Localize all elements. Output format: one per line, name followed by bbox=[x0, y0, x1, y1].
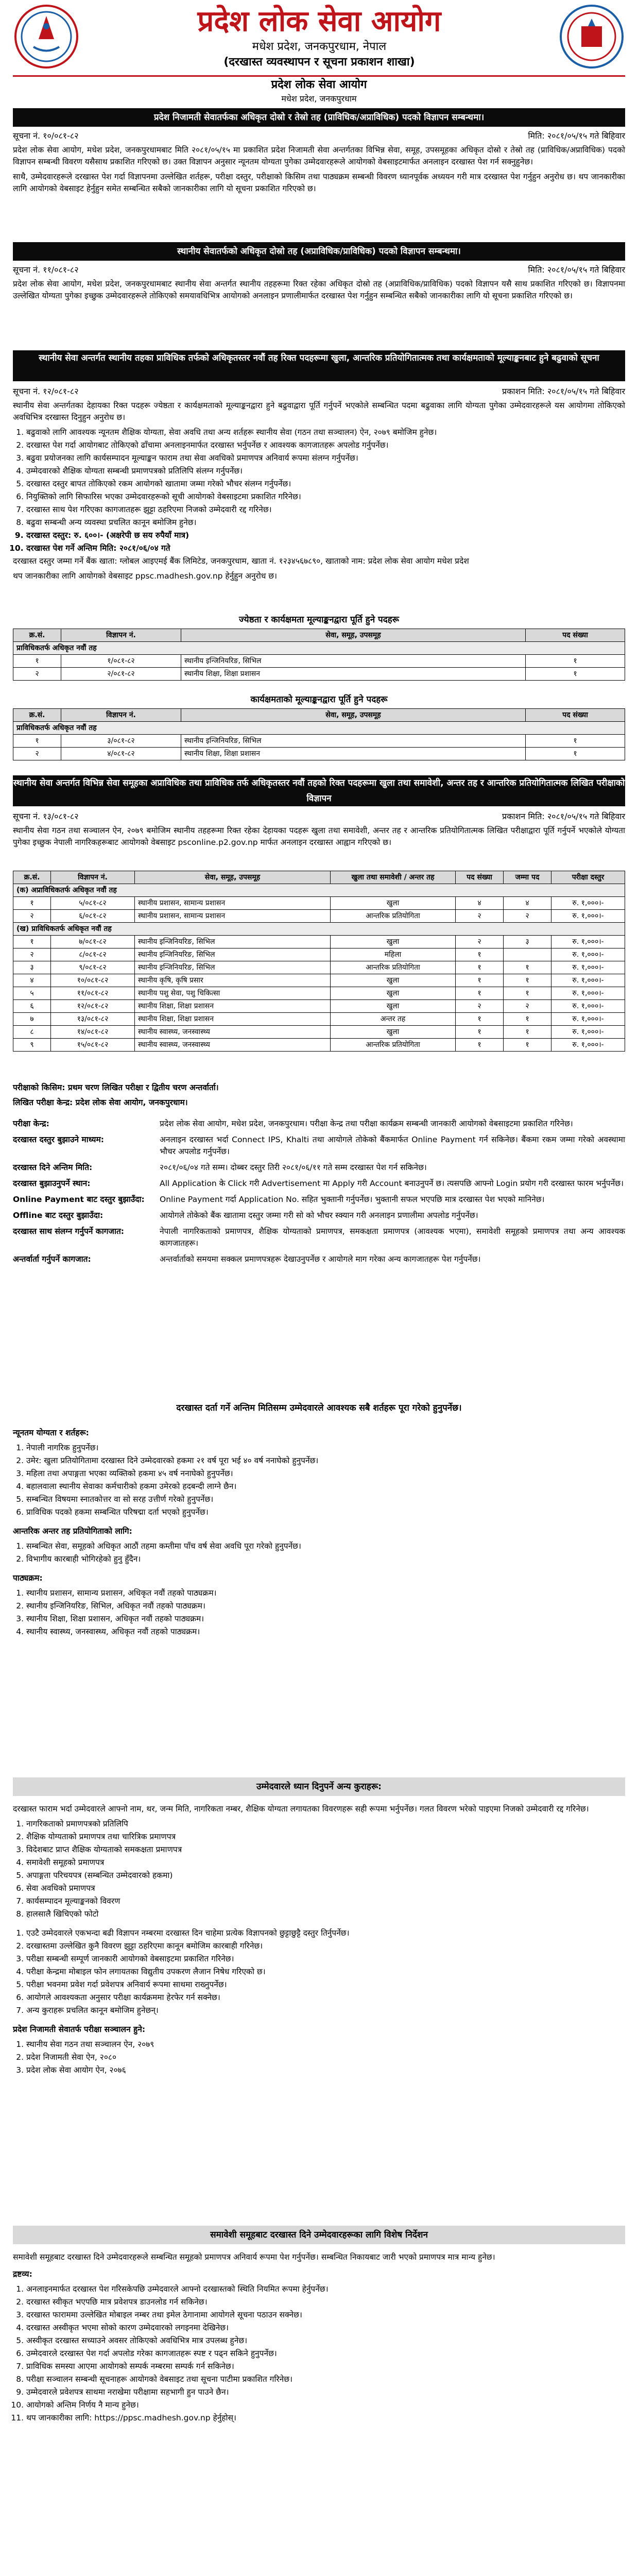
section-3-ref bbox=[13, 385, 625, 398]
sub-title: पाठ्यक्रम: bbox=[13, 1573, 43, 1583]
cell bbox=[504, 948, 551, 961]
list-item: 2. शैक्षिक योग्यताको प्रमाणपत्र तथा चारित्रिक प्रमाणपत्र bbox=[26, 1831, 625, 1843]
col-header: पद संख्या bbox=[526, 709, 625, 722]
nepal-emblem-icon bbox=[13, 3, 80, 70]
cell: स्थानीय शिक्षा, शिक्षा प्रशासन bbox=[135, 1000, 331, 1013]
cell: १ bbox=[526, 748, 625, 760]
commission-logo-icon bbox=[558, 3, 625, 70]
paragraph: समावेशी समूहबाट दरखास्त दिने उम्मेदवारहरूले सम्बन्धित समूहको प्रमाणपत्र अनिवार्य रूपमा पेश गर्नुपर्नेछ। सम्बन्धित निकायबाट जारी भएको प्रमाणपत्र मात्र मान्य हुनेछ। bbox=[13, 2252, 495, 2262]
cell: अन्तर तह bbox=[331, 1013, 456, 1026]
col-header: पद संख्या bbox=[526, 629, 625, 642]
detail-value: अनलाइन दरखास्त भर्दा Connect IPS, Khalti तथा आयोगले तोकेको बैंकमार्फत Online Payment गर्न सकिनेछ। बैंकमा रकम जम्मा गरेको अवस्थामा भौचर अपलोड गर्नुपर्नेछ। bbox=[160, 1135, 625, 1156]
header-divider bbox=[13, 75, 625, 77]
notice-number: सूचना नं. ११/०८१-८२ bbox=[13, 265, 79, 275]
list-item: 8. परीक्षा सञ्चालन सम्बन्धी सूचनाहरू आयोगको वेबसाइट तथा सूचना पाटीमा प्रकाशित गरिनेछ। bbox=[26, 2374, 625, 2385]
org-name: प्रदेश लोक सेवा आयोग bbox=[197, 5, 441, 38]
list-item: 7. अन्य कुराहरू प्रचलित कानून बमोजिम हुनेछन्। bbox=[26, 2005, 625, 2016]
section-4-intro bbox=[13, 825, 625, 852]
col-header: पद संख्या bbox=[456, 871, 504, 884]
cell: १ bbox=[456, 1013, 504, 1026]
section-3-band: स्थानीय सेवा अन्तर्गत स्थानीय तहका प्राविधिक तर्फको अधिकृतस्तर नवौं तह रिक्त पदहरूमा खुला, आन्तरिक प्रतियोगितात्मक तथा कार्यक्षमताको मूल्याङ्कनबाट हुने बढुवाको सूचना bbox=[13, 350, 625, 381]
paragraph: स्थानीय सेवा अन्तर्गतका देहायका रिक्त पदहरू ज्येष्ठता र कार्यक्षमताको मूल्याङ्कनद्वारा हुने बढुवाद्वारा पूर्ति गर्नुपर्ने भएकोले सम्बन्धित पदमा बढुवाका लागि योग्यता पुगेका उम्मेदवारहरूले यस आयोगमा तोकिएको अवधिभित्र दरखास्त दिनुहुन अनुरोध छ। bbox=[13, 401, 625, 422]
sub-title: प्रदेश निजामती सेवातर्फ परीक्षा सञ्चालन हुने: bbox=[13, 2025, 146, 2034]
list-item: 5. सम्बन्धित विषयमा स्नातकोत्तर वा सो सरह उत्तीर्ण गरेको हुनुपर्नेछ। bbox=[26, 1494, 625, 1505]
cell: ६ bbox=[13, 1000, 51, 1013]
col-header: जम्मा पद bbox=[504, 871, 551, 884]
cell: १०/०८१-८२ bbox=[51, 974, 135, 987]
cell: १ bbox=[13, 655, 61, 668]
detail-label: दरखास्त साथ संलग्न गर्नुपर्ने कागजात: bbox=[13, 1227, 124, 1236]
col-header: खुला तथा समावेशी / अन्तर तह bbox=[331, 871, 456, 884]
list-item: 1. स्थानीय सेवा गठन तथा सञ्चालन ऐन, २०७९ bbox=[26, 2039, 625, 2050]
warning-note: दरखास्त दर्ता गर्ने अन्तिम मितिसम्म उम्मेदवारले आवश्यक सबै शर्तहरू पूरा गरेको हुनुपर्नेछ। bbox=[176, 1403, 462, 1413]
website-link[interactable]: 11. थप जानकारीका लागि: https://ppsc.madhesh.gov.np हेर्नुहोस्। bbox=[26, 2412, 625, 2424]
notes-list bbox=[13, 1927, 625, 2016]
list-item: 1. नेपाली नागरिक हुनुपर्नेछ। bbox=[26, 1442, 625, 1454]
cell: १ bbox=[504, 1039, 551, 1052]
cell: १ bbox=[456, 1026, 504, 1039]
section-2-body bbox=[13, 278, 625, 305]
list-item: 3. प्रदेश लोक सेवा आयोग ऐन, २०७६ bbox=[26, 2064, 625, 2076]
cell: ४ bbox=[13, 974, 51, 987]
detail-row bbox=[13, 1194, 625, 1206]
list-item: 7. कार्यसम्पादन मूल्याङ्कनको विवरण bbox=[26, 1895, 625, 1907]
list-item: 4. स्थानीय स्वास्थ्य, जनस्वास्थ्य, अधिकृत नवौं तहको पाठ्यक्रम। bbox=[26, 1626, 625, 1638]
cell: खुला bbox=[331, 897, 456, 910]
detail-row bbox=[13, 1226, 625, 1249]
conditions-list bbox=[13, 427, 625, 554]
cell: रु. १,०००।- bbox=[551, 961, 625, 974]
cell: खुला bbox=[331, 936, 456, 948]
table-row bbox=[13, 1013, 625, 1026]
advertisement-table-body bbox=[13, 884, 625, 1052]
list-item: 4. बहालवाला स्थानीय सेवाका कर्मचारीको हकमा उमेरको हदबन्दी लाग्ने छैन। bbox=[26, 1481, 625, 1493]
sub-title: आन्तरिक अन्तर तह प्रतियोगिताको लागि: bbox=[13, 1527, 132, 1536]
cell: १ bbox=[456, 1039, 504, 1052]
cell: खुला bbox=[331, 987, 456, 1000]
list-item: 6. आयोगले आवश्यकता अनुसार परीक्षा कार्यक्रममा हेरफेर गर्न सक्नेछ। bbox=[26, 1992, 625, 2004]
table-row bbox=[13, 987, 625, 1000]
table-group: (क) अप्राविधिकतर्फ अधिकृत नवौं तह bbox=[13, 884, 625, 897]
detail-row bbox=[13, 1162, 625, 1174]
laws-list bbox=[13, 2039, 625, 2076]
cell: स्थानीय इन्जिनियरिङ, सिभिल bbox=[181, 735, 526, 748]
list-item: 9. दरखास्त दस्तुर: रु. ६००।- (अक्षरेपी छ सय रुपैयाँ मात्र) bbox=[26, 530, 625, 541]
table-row bbox=[13, 974, 625, 987]
instructions-list bbox=[13, 2283, 625, 2424]
notice-date: प्रकाशन मिति: २०८१/०५/१५ गते बिहिवार bbox=[502, 386, 625, 396]
cell: २/०८१-८२ bbox=[61, 668, 181, 681]
table-row bbox=[13, 1000, 625, 1013]
cell: स्थानीय इन्जिनियरिङ, सिभिल bbox=[135, 948, 331, 961]
table-group: प्राविधिकतर्फ अधिकृत नवौं तह bbox=[13, 722, 625, 735]
performance-table bbox=[13, 708, 625, 760]
office-address: मधेश प्रदेश, जनकपुरधाम bbox=[281, 94, 357, 104]
section-2-ref bbox=[13, 264, 625, 276]
list-item: 2. दरखास्त पेश गर्दा आयोगबाट तोकिएको ढाँचामा अनलाइनमार्फत दरखास्त भर्नुपर्नेछ र आवश्यक कागजातहरू अपलोड गर्नुपर्नेछ। bbox=[26, 439, 625, 451]
cell: १ bbox=[504, 961, 551, 974]
col-header: क्र.सं. bbox=[13, 629, 61, 642]
list-item: 4. परीक्षा केन्द्रमा मोबाइल फोन लगायतका विद्युतीय उपकरण लैजान निषेध गरिएको छ। bbox=[26, 1966, 625, 1978]
col-header: परीक्षा दस्तुर bbox=[551, 871, 625, 884]
cell: स्थानीय इन्जिनियरिङ, सिभिल bbox=[181, 655, 526, 668]
cell: ६/०८१-८२ bbox=[51, 910, 135, 923]
cell: ७/०८१-८२ bbox=[51, 936, 135, 948]
cell: रु. १,०००।- bbox=[551, 974, 625, 987]
table-group: (ख) प्राविधिकतर्फ अधिकृत नवौं तह bbox=[13, 923, 625, 936]
list-item: 3. महिला तथा अपाङ्गता भएका व्यक्तिको हकमा ४५ वर्ष ननाघेको हुनुपर्नेछ। bbox=[26, 1468, 625, 1480]
notice-date: मिति: २०८१/०५/१५ गते बिहिवार bbox=[528, 265, 625, 275]
detail-row bbox=[13, 1253, 625, 1265]
list-item: 1. अनलाइनमार्फत दरखास्त पेश गरिसकेपछि उम्मेदवारले आफ्नो दरखास्तको स्थिति नियमित रूपमा हेर्नुपर्नेछ। bbox=[26, 2283, 625, 2295]
list-item: 1. स्थानीय प्रशासन, सामान्य प्रशासन, अधिकृत नवौं तहको पाठ्यक्रम। bbox=[26, 1587, 625, 1599]
cell: ४ bbox=[456, 897, 504, 910]
list-item: 8. बढुवा सम्बन्धी अन्य व्यवस्था प्रचलित कानून बमोजिम हुनेछ। bbox=[26, 517, 625, 529]
cell: ४ bbox=[504, 897, 551, 910]
detail-value: अन्तर्वार्ताको समयमा सक्कल प्रमाणपत्रहरू देखाउनुपर्नेछ र आयोगले माग गरेका अन्य कागजातहरू पेश गर्नुपर्नेछ। bbox=[160, 1255, 481, 1264]
exam-center: लिखित परीक्षा केन्द्र: प्रदेश लोक सेवा आयोग, जनकपुरधाम। bbox=[13, 1098, 188, 1107]
col-header: विज्ञापन नं. bbox=[51, 871, 135, 884]
cell: स्थानीय स्वास्थ्य, जनस्वास्थ्य bbox=[135, 1039, 331, 1052]
cell: १ bbox=[526, 655, 625, 668]
cell: २ bbox=[456, 1000, 504, 1013]
org-subtitle: (दरखास्त व्यवस्थापन र सूचना प्रकाशन शाखा) bbox=[223, 56, 415, 69]
cell: ८/०८१-८२ bbox=[51, 948, 135, 961]
table-2-title: कार्यक्षमताको मूल्याङ्कनद्वारा पूर्ति हुने पदहरू bbox=[250, 694, 388, 705]
cell: स्थानीय शिक्षा, शिक्षा प्रशासन bbox=[181, 748, 526, 760]
qualification-list bbox=[13, 1442, 625, 1518]
cell: खुला bbox=[331, 1026, 456, 1039]
list-item: 4. समावेशी समूहको प्रमाणपत्र bbox=[26, 1857, 625, 1869]
cell: रु. १,०००।- bbox=[551, 1039, 625, 1052]
detail-label: दरखास्त दस्तुर बुझाउने माध्यम: bbox=[13, 1135, 105, 1144]
detail-label: दरखास्त बुझाउनुपर्ने स्थान: bbox=[13, 1179, 91, 1188]
detail-value: Online Payment गर्दा Application No. सहित भुक्तानी गर्नुपर्नेछ। भुक्तानी सफल भएपछि मात्र दरखास्त पेश भएको मानिनेछ। bbox=[160, 1195, 545, 1204]
cell: १३/०८१-८२ bbox=[51, 1013, 135, 1026]
section-6-band: समावेशी समूहबाट दरखास्त दिने उम्मेदवारहरूका लागि विशेष निर्देशन bbox=[13, 2226, 625, 2244]
list-item: 7. दरखास्त साथ पेश गरिएका कागजातहरू झुट्टा ठहरिएमा निजको उम्मेदवारी रद्द गरिनेछ। bbox=[26, 504, 625, 516]
exam-type: परीक्षाको किसिम: प्रथम चरण लिखित परीक्षा र द्वितीय चरण अन्तर्वार्ता। bbox=[13, 1083, 219, 1092]
col-header: विज्ञापन नं. bbox=[61, 709, 181, 722]
detail-value: प्रदेश लोक सेवा आयोग, मधेश प्रदेश, जनकपुरधाम। परीक्षा केन्द्र तथा परीक्षा कार्यक्रम सम्बन्धी जानकारी आयोगको वेबसाइटमा प्रकाशित गरिनेछ। bbox=[160, 1119, 573, 1128]
list-item: 2. दरखास्तमा उल्लेखित कुनै विवरण झुट्टा ठहरिएमा कानून बमोजिम कारबाही गरिनेछ। bbox=[26, 1940, 625, 1952]
notice-date: मिति: २०८१/०५/१५ गते बिहिवार bbox=[528, 131, 625, 141]
cell: स्थानीय शिक्षा, शिक्षा प्रशासन bbox=[135, 1013, 331, 1026]
bank-info: दरखास्त दस्तुर जम्मा गर्ने बैंक खाता: ग्लोबल आइएमई बैंक लिमिटेड, जनकपुरधाम, खाता नं. १२३४५६७८९०, खाताको नाम: प्रदेश लोक सेवा आयोग मधेश प्रदेश bbox=[13, 556, 469, 566]
cell: १ bbox=[456, 948, 504, 961]
cell: रु. १,०००।- bbox=[551, 1026, 625, 1039]
cell: १ bbox=[456, 987, 504, 1000]
notice-header bbox=[0, 0, 638, 118]
col-header: सेवा, समूह, उपसमूह bbox=[135, 871, 331, 884]
cell: खुला bbox=[331, 1000, 456, 1013]
list-item: 2. प्रदेश निजामती सेवा ऐन, २०८० bbox=[26, 2052, 625, 2063]
list-item: 4. उम्मेदवारको शैक्षिक योग्यता सम्बन्धी प्रमाणपत्रको प्रतिलिपि संलग्न गर्नुपर्नेछ। bbox=[26, 465, 625, 477]
notice-number: सूचना नं. १०/०८१-८२ bbox=[13, 131, 79, 141]
cell: ८ bbox=[13, 1026, 51, 1039]
cell: स्थानीय इन्जिनियरिङ, सिभिल bbox=[135, 961, 331, 974]
seniority-table bbox=[13, 629, 625, 681]
cell: स्थानीय प्रशासन, सामान्य प्रशासन bbox=[135, 897, 331, 910]
table-row bbox=[13, 748, 625, 760]
list-item: 1. नागरिकताको प्रमाणपत्रको प्रतिलिपि bbox=[26, 1818, 625, 1830]
section-2-band: स्थानीय सेवातर्फको अधिकृत दोस्रो तह (अप्राविधिक/प्राविधिक) पदको विज्ञापन सम्बन्धमा। bbox=[13, 242, 625, 261]
detail-row bbox=[13, 1178, 625, 1190]
section-1-band: प्रदेश निजामती सेवातर्फका अधिकृत दोस्रो र तेस्रो तह (प्राविधिक/अप्राविधिक) पदको विज्ञापन सम्बन्धमा। bbox=[13, 108, 625, 127]
section-5-body bbox=[13, 1803, 625, 2077]
cell: १ bbox=[13, 897, 51, 910]
list-item: 10. दरखास्त पेश गर्ने अन्तिम मिति: २०८१/०६/०४ गते bbox=[26, 543, 625, 554]
cell: स्थानीय शिक्षा, शिक्षा प्रशासन bbox=[181, 668, 526, 681]
paragraph: साथै, उम्मेदवारहरूले दरखास्त पेश गर्दा विज्ञापनमा उल्लेखित शर्तहरू, परीक्षा दस्तुर, परीक्षाको किसिम तथा पाठ्यक्रम सम्बन्धी विवरण ध्यानपूर्वक अध्ययन गरी मात्र दरखास्त पेश गर्नुहुन अनुरोध छ। थप जानकारीका लागि आयोगको वेबसाइट हेर्नुहुन समेत सम्बन्धित सबैको जानकारीका लागि यो सूचना प्रकाशित गरिएको छ। bbox=[13, 172, 625, 193]
list-item: 2. विभागीय कारबाही भोगिरहेको हुनु हुँदैन। bbox=[26, 1553, 625, 1565]
syllabus-list bbox=[13, 1587, 625, 1638]
table-row bbox=[13, 936, 625, 948]
cell: ५/०८१-८२ bbox=[51, 897, 135, 910]
documents-list bbox=[13, 1818, 625, 1920]
detail-row bbox=[13, 1210, 625, 1222]
section-6-body bbox=[13, 2251, 625, 2425]
section-1-body bbox=[13, 144, 625, 198]
section-1-ref bbox=[13, 130, 625, 142]
section-4-ref bbox=[13, 810, 625, 823]
list-item: 6. नियुक्तिको लागि सिफारिस भएका उम्मेदवारहरूको सूची आयोगको वेबसाइटमा प्रकाशित गरिनेछ। bbox=[26, 491, 625, 503]
cell: ३ bbox=[13, 961, 51, 974]
table-row bbox=[13, 668, 625, 681]
list-item: 2. स्थानीय इन्जिनियरिङ, सिभिल, अधिकृत नवौं तहको पाठ्यक्रम। bbox=[26, 1600, 625, 1612]
cell: १ bbox=[504, 1026, 551, 1039]
paragraph: प्रदेश लोक सेवा आयोग, मधेश प्रदेश, जनकपुरधामबाट मिति २०८१/०५/१५ मा प्रकाशित प्रदेश निजामती सेवा अन्तर्गतका विभिन्न सेवा, समूह, उपसमूहका अधिकृत दोस्रो र तेस्रो तह (प्राविधिक/अप्राविधिक) पदको विज्ञापन सम्बन्धी विवरण यसैसाथ प्रकाशित गरिएको छ। उक्त विज्ञापन अनुसार न्यूनतम योग्यता पुगेका उम्मेदवारहरूले आयोगको वेबसाइटमार्फत अनलाइन दरखास्त पेश गर्न सक्नुहुनेछ। bbox=[13, 145, 625, 166]
paragraph: दरखास्त फाराम भर्दा उम्मेदवारले आफ्नो नाम, थर, जन्म मिति, नागरिकता नम्बर, शैक्षिक योग्यता लगायतका विवरणहरू सही रूपमा भर्नुपर्नेछ। गलत विवरण भरेको पाइएमा निजको उम्मेदवारी रद्द गरिनेछ। bbox=[13, 1804, 589, 1814]
list-item: 3. परीक्षा सम्बन्धी सम्पूर्ण जानकारी आयोगको वेबसाइटमा प्रकाशित गरिनेछ। bbox=[26, 1953, 625, 1965]
detail-label: परीक्षा केन्द्र: bbox=[13, 1119, 49, 1128]
cell: १ bbox=[504, 987, 551, 1000]
cell: आन्तरिक प्रतियोगिता bbox=[331, 1039, 456, 1052]
list-item: 5. अपाङ्गता परिचयपत्र (सम्बन्धित उम्मेदवारको हकमा) bbox=[26, 1870, 625, 1882]
table-group: प्राविधिकतर्फ अधिकृत नवौं तह bbox=[13, 642, 625, 655]
table-row bbox=[13, 961, 625, 974]
cell: १ bbox=[456, 974, 504, 987]
list-item: 10. आयोगको अन्तिम निर्णय नै मान्य हुनेछ। bbox=[26, 2399, 625, 2411]
detail-value: २०८१/०६/०४ गते सम्म। दोब्बर दस्तुर तिरी २०८१/०६/११ गते सम्म दरखास्त पेश गर्न सकिनेछ। bbox=[160, 1163, 427, 1172]
col-header: सेवा, समूह, उपसमूह bbox=[181, 629, 526, 642]
cell: रु. १,०००।- bbox=[551, 987, 625, 1000]
cell: रु. १,०००।- bbox=[551, 1000, 625, 1013]
notice-number: सूचना नं. १३/०८१-८२ bbox=[13, 811, 79, 821]
detail-value: आयोगले तोकेको बैंक खातामा दस्तुर जम्मा गरी सो को भौचर स्क्यान गरी अनलाइन प्रणालीमा अपलोड गर्नुपर्नेछ। bbox=[160, 1211, 478, 1220]
list-item: 8. हालसालै खिचिएको फोटो bbox=[26, 1908, 625, 1920]
list-item: 3. दरखास्त फाराममा उल्लेखित मोबाइल नम्बर तथा इमेल ठेगानामा आयोगले सूचना पठाउन सक्नेछ। bbox=[26, 2309, 625, 2321]
table-row bbox=[13, 735, 625, 748]
col-header: क्र.सं. bbox=[13, 709, 61, 722]
cell: स्थानीय इन्जिनियरिङ, सिभिल bbox=[135, 936, 331, 948]
cell: १ bbox=[13, 936, 51, 948]
detail-label: अन्तर्वार्ता गर्नुपर्ने कागजात: bbox=[13, 1255, 91, 1264]
cell: स्थानीय पशु सेवा, पशु चिकित्सा bbox=[135, 987, 331, 1000]
list-item: 3. बढुवा प्रयोजनका लागि कार्यसम्पादन मूल्याङ्कन फाराम तथा सेवा अवधिको प्रमाणपत्र अनिवार्य रूपमा संलग्न गर्नुपर्नेछ। bbox=[26, 452, 625, 464]
cell: १ bbox=[13, 735, 61, 748]
office-name: प्रदेश लोक सेवा आयोग bbox=[271, 78, 367, 91]
cell: २ bbox=[13, 910, 51, 923]
cell: २ bbox=[456, 936, 504, 948]
cell: २ bbox=[504, 1000, 551, 1013]
detail-label: Online Payment बाट दस्तुर बुझाउँदा: bbox=[13, 1195, 145, 1204]
list-item: 2. दरखास्त स्वीकृत भएपछि मात्र प्रवेशपत्र डाउनलोड गर्न सकिनेछ। bbox=[26, 2296, 625, 2308]
cell: १ bbox=[526, 668, 625, 681]
paragraph: प्रदेश लोक सेवा आयोग, मधेश प्रदेश, जनकपुरधामबाट स्थानीय सेवा अन्तर्गत स्थानीय तहहरूमा रिक्त रहेका अधिकृत दोस्रो तह (अप्राविधिक/प्राविधिक) पदको विज्ञापन यसै साथ प्रकाशित गरिएको छ। विज्ञापनमा उल्लेखित योग्यता पुगेका इच्छुक उम्मेदवारहरूले तोकिएको समयावधिभित्र आयोगको अनलाइन प्रणालीमार्फत दरखास्त पेश गर्नुहुन सम्बन्धित सबैको जानकारीका लागि यो सूचना प्रकाशित गरिएको छ। bbox=[13, 279, 625, 300]
cell: रु. १,०००।- bbox=[551, 897, 625, 910]
detail-label: Offline बाट दस्तुर बुझाउँदा: bbox=[13, 1211, 104, 1220]
cell: रु. १,०००।- bbox=[551, 936, 625, 948]
cell: रु. १,०००।- bbox=[551, 910, 625, 923]
section-3-body bbox=[13, 400, 625, 585]
col-header: विज्ञापन नं. bbox=[61, 629, 181, 642]
list-item: 5. दरखास्त दस्तुर बापत तोकिएको रकम आयोगको खातामा जम्मा गरेको भौचर संलग्न गर्नुपर्नेछ। bbox=[26, 478, 625, 490]
list-item: 6. सेवा अवधिको प्रमाणपत्र bbox=[26, 1883, 625, 1894]
list-item: 1. बढुवाको लागि आवश्यक न्यूनतम शैक्षिक योग्यता, सेवा अवधि तथा अन्य शर्तहरू स्थानीय सेवा (गठन तथा सञ्चालन) ऐन, २०७९ बमोजिम हुनेछ। bbox=[26, 427, 625, 438]
table-row bbox=[13, 897, 625, 910]
list-item: 1. सम्बन्धित सेवा, समूहको अधिकृत आठौं तहमा कम्तीमा पाँच वर्ष सेवा अवधि पूरा गरेको हुनुपर्नेछ। bbox=[26, 1540, 625, 1552]
cell: २ bbox=[13, 668, 61, 681]
internal-list bbox=[13, 1540, 625, 1565]
cell: १५/०८१-८२ bbox=[51, 1039, 135, 1052]
cell: खुला bbox=[331, 974, 456, 987]
cell: स्थानीय कृषि, कृषि प्रसार bbox=[135, 974, 331, 987]
detail-row bbox=[13, 1134, 625, 1158]
cell: २ bbox=[13, 748, 61, 760]
cell: ७ bbox=[13, 1013, 51, 1026]
table-row bbox=[13, 948, 625, 961]
cell: ३/०८१-८२ bbox=[61, 735, 181, 748]
detail-label: दरखास्त दिने अन्तिम मिति: bbox=[13, 1163, 93, 1172]
table-row bbox=[13, 1039, 625, 1052]
notice-date: प्रकाशन मिति: २०८१/०५/१५ गते बिहिवार bbox=[502, 811, 625, 821]
cell: २ bbox=[504, 910, 551, 923]
sub-title: द्रष्टव्य: bbox=[13, 2269, 32, 2279]
section-5-band: उम्मेदवारले ध्यान दिनुपर्ने अन्य कुराहरू: bbox=[13, 1777, 625, 1796]
cell: १/०८१-८२ bbox=[61, 655, 181, 668]
cell: १२/०८१-८२ bbox=[51, 1000, 135, 1013]
cell: ११/०८१-८२ bbox=[51, 987, 135, 1000]
application-details bbox=[13, 1118, 625, 1269]
list-item: 9. उम्मेदवारले प्रवेशपत्र साथमा नराखेमा परीक्षामा सहभागी हुन पाउने छैन। bbox=[26, 2386, 625, 2398]
org-address: मधेश प्रदेश, जनकपुरधाम, नेपाल bbox=[252, 40, 387, 53]
list-item: 3. विदेशबाट प्राप्त शैक्षिक योग्यताको समकक्षता प्रमाणपत्र bbox=[26, 1844, 625, 1856]
cell: १ bbox=[526, 735, 625, 748]
cell: रु. १,०००।- bbox=[551, 1013, 625, 1026]
sub-title: न्यूनतम योग्यता र शर्तहरू: bbox=[13, 1428, 89, 1437]
detail-value: All Application के Click गरी Advertisement मा Apply गरी Account बनाउनुपर्ने छ। त्यसपछि आफ्नो Login प्रयोग गरी दरखास्त फारम भर्नुपर्नेछ। bbox=[160, 1179, 624, 1188]
paragraph: स्थानीय सेवा गठन तथा सञ्चालन ऐन, २०७९ बमोजिम स्थानीय तहहरूमा रिक्त रहेका देहायका पदहरू खुला तथा समावेशी, अन्तर तह र आन्तरिक प्रतियोगितात्मक लिखित परीक्षाद्वारा पूर्ति गर्नुपर्ने भएकोले योग्यता पुगेका इच्छुक नेपाली नागरिकहरूबाट आयोगको वेबसाइट psconline.p2.gov.np मार्फत अनलाइन दरखास्त आह्वान गरिएको छ। bbox=[13, 826, 625, 847]
office-heading bbox=[0, 77, 638, 105]
advertisement-table bbox=[13, 871, 625, 1052]
cell: आन्तरिक प्रतियोगिता bbox=[331, 910, 456, 923]
cell: १ bbox=[456, 961, 504, 974]
detail-row bbox=[13, 1118, 625, 1130]
cell: रु. १,०००।- bbox=[551, 948, 625, 961]
cell: स्थानीय स्वास्थ्य, जनस्वास्थ्य bbox=[135, 1026, 331, 1039]
cell: ९/०८१-८२ bbox=[51, 961, 135, 974]
cell: स्थानीय प्रशासन, सामान्य प्रशासन bbox=[135, 910, 331, 923]
list-item: 6. उम्मेदवारले दरखास्त पेश गर्दा अपलोड गरेका कागजातहरू स्पष्ट र पढ्न सकिने हुनुपर्नेछ। bbox=[26, 2348, 625, 2360]
list-item: 5. अस्वीकृत दरखास्त सच्याउने अवसर तोकिएको अवधिभित्र मात्र उपलब्ध हुनेछ। bbox=[26, 2335, 625, 2347]
list-item: 4. दरखास्त अस्वीकृत भएमा सोको कारण उम्मेदवारको लगइनमा देखिनेछ। bbox=[26, 2322, 625, 2334]
list-item: 7. प्राविधिक समस्या आएमा आयोगको सम्पर्क नम्बरमा सम्पर्क गर्न सकिनेछ। bbox=[26, 2361, 625, 2372]
qualification-section bbox=[13, 1427, 625, 1639]
exam-notes bbox=[13, 1082, 625, 1112]
table-row bbox=[13, 910, 625, 923]
notice-number: सूचना नं. १२/०८१-८२ bbox=[13, 386, 79, 396]
cell: १ bbox=[504, 1013, 551, 1026]
list-item: 1. एउटै उम्मेदवारले एकभन्दा बढी विज्ञापन नम्बरमा दरखास्त दिन चाहेमा प्रत्येक विज्ञापनको छुट्टाछुट्टै दस्तुर तिर्नुपर्नेछ। bbox=[26, 1927, 625, 1939]
table-row bbox=[13, 1026, 625, 1039]
list-item: 3. स्थानीय शिक्षा, शिक्षा प्रशासन, अधिकृत नवौं तहको पाठ्यक्रम। bbox=[26, 1613, 625, 1625]
cell: ५ bbox=[13, 987, 51, 1000]
section-4-band: स्थानीय सेवा अन्तर्गत विभिन्न सेवा समूहका अप्राविधिक तथा प्राविधिक तर्फ अधिकृतस्तर नवौं तहको रिक्त पदहरूमा खुला तथा समावेशी, अन्तर तह र आन्तरिक प्रतियोगितात्मक लिखित परीक्षाको विज्ञापन bbox=[13, 775, 625, 806]
cell: ४/०८१-८२ bbox=[61, 748, 181, 760]
table-1-title: ज्येष्ठता र कार्यक्षमता मूल्याङ्कनद्वारा पूर्ति हुने पदहरू bbox=[239, 615, 399, 625]
cell: २ bbox=[13, 948, 51, 961]
header-text bbox=[88, 4, 551, 70]
list-item: 2. उमेर: खुला प्रतियोगितामा दरखास्त दिने उम्मेदवारको हकमा २१ वर्ष पूरा भई ४० वर्ष ननाघेको हुनुपर्नेछ। bbox=[26, 1455, 625, 1467]
list-item: 5. परीक्षा भवनमा प्रवेश गर्दा प्रवेशपत्र अनिवार्य रूपमा साथमा राख्नुपर्नेछ। bbox=[26, 1979, 625, 1991]
cell: ९ bbox=[13, 1039, 51, 1052]
cell: १ bbox=[504, 974, 551, 987]
list-item: 6. प्राविधिक पदको हकमा सम्बन्धित परिषद्मा दर्ता भएको हुनुपर्नेछ। bbox=[26, 1506, 625, 1518]
table-row bbox=[13, 655, 625, 668]
cell: आन्तरिक प्रतियोगिता bbox=[331, 961, 456, 974]
col-header: सेवा, समूह, उपसमूह bbox=[181, 709, 526, 722]
cell: महिला bbox=[331, 948, 456, 961]
website-info: थप जानकारीका लागि आयोगको वेबसाइट ppsc.madhesh.gov.np हेर्नुहुन अनुरोध छ। bbox=[13, 571, 278, 581]
cell: ३ bbox=[504, 936, 551, 948]
cell: १४/०८१-८२ bbox=[51, 1026, 135, 1039]
col-header: क्र.सं. bbox=[13, 871, 51, 884]
detail-value: नेपाली नागरिकताको प्रमाणपत्र, शैक्षिक योग्यताको प्रमाणपत्र, समकक्षता प्रमाणपत्र (आवश्यक भएमा), समावेशी समूहको प्रमाणपत्र तथा अन्य आवश्यक कागजातहरू। bbox=[160, 1227, 625, 1248]
cell: २ bbox=[456, 910, 504, 923]
